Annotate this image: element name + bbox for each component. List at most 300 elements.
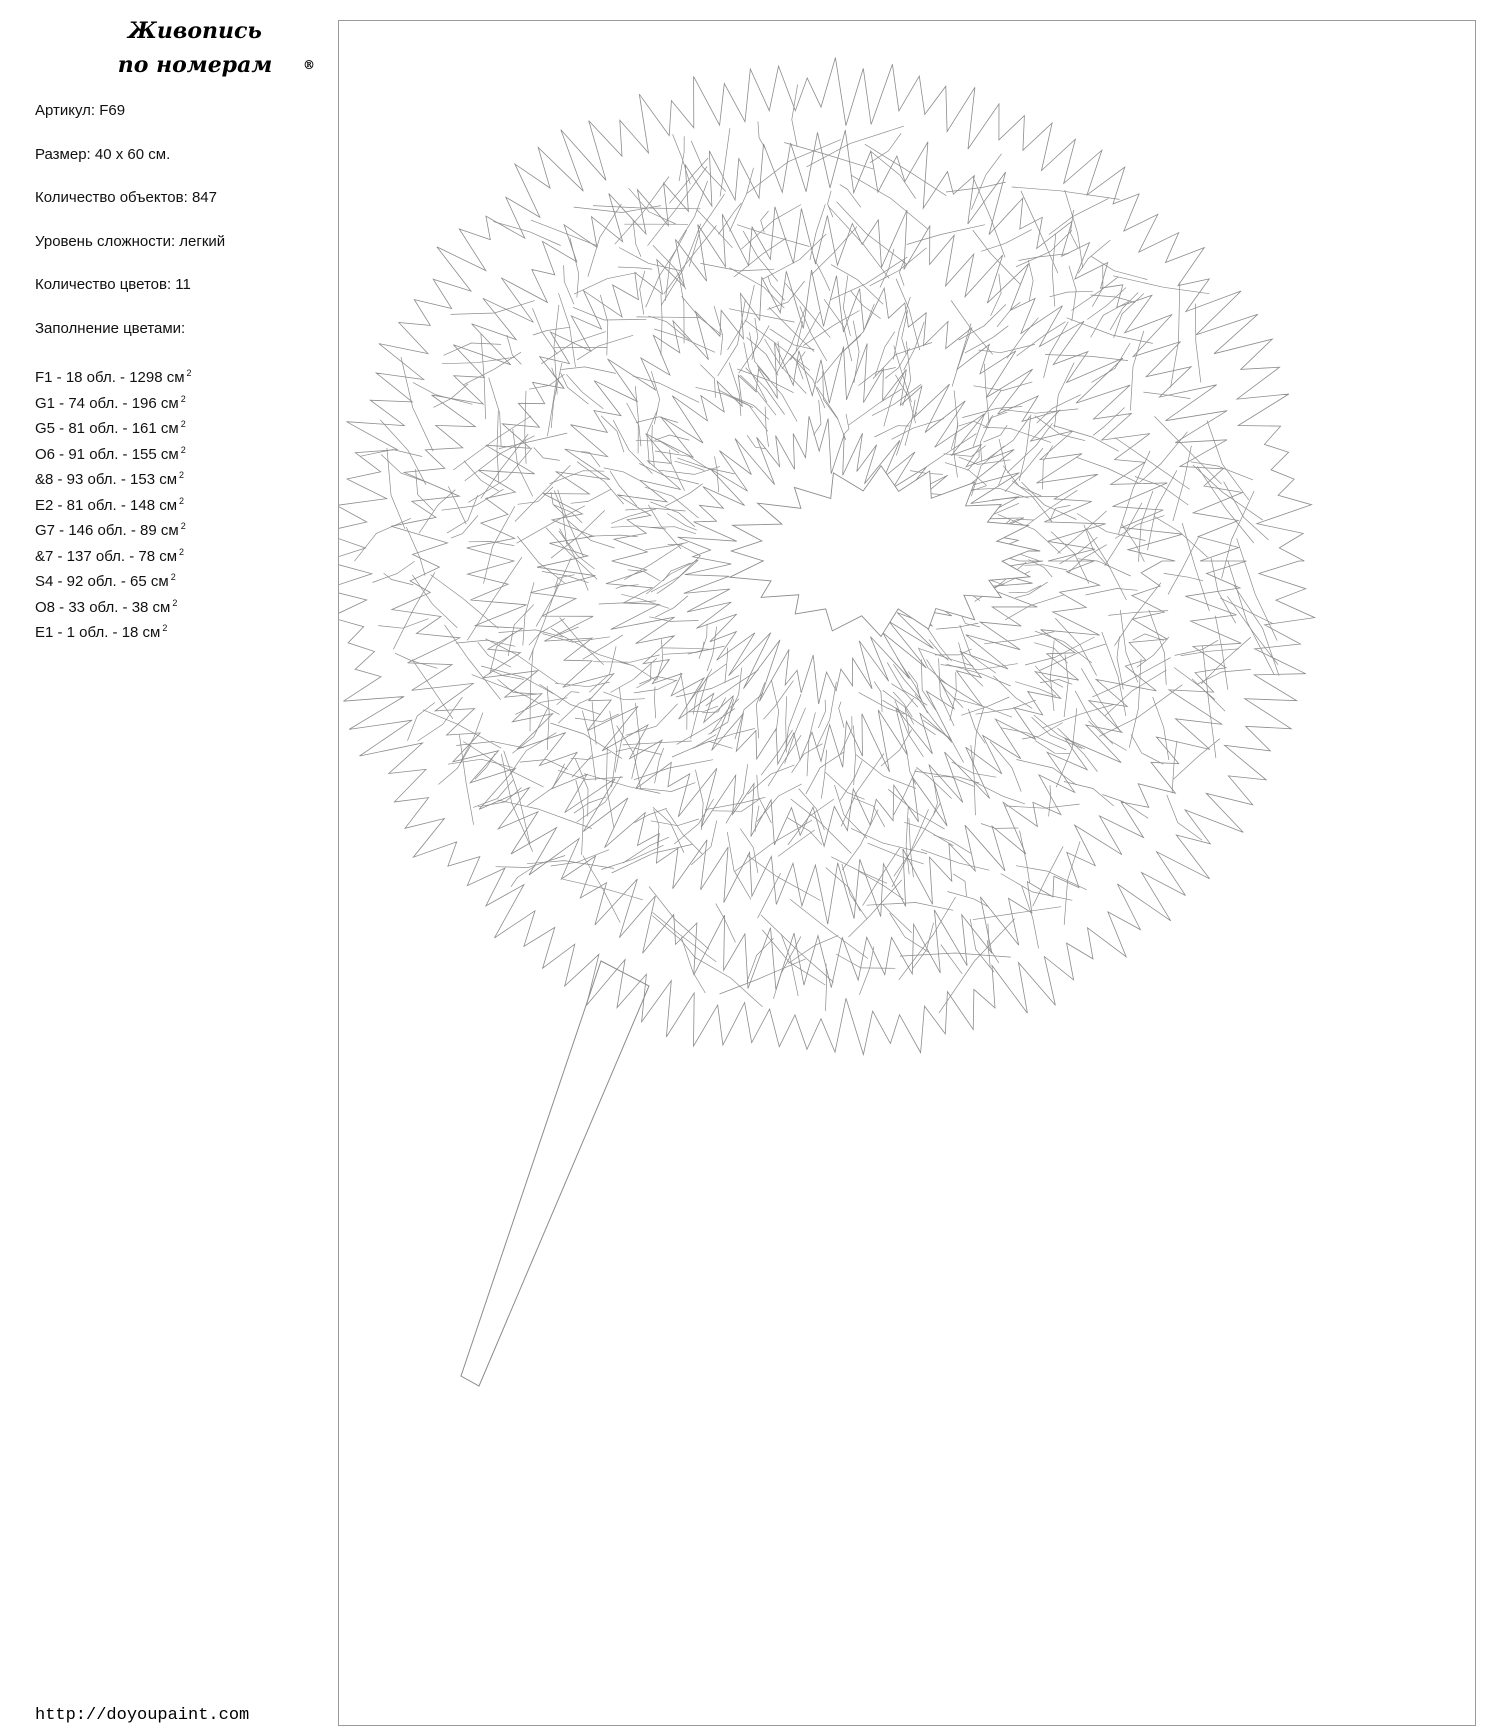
seed-fiber bbox=[632, 703, 640, 779]
seed-fiber bbox=[531, 220, 598, 246]
seed-fiber bbox=[622, 741, 691, 745]
seed-fiber bbox=[691, 820, 717, 865]
seed-fiber bbox=[984, 632, 1054, 644]
seed-fiber bbox=[1129, 659, 1141, 748]
seed-fiber bbox=[950, 672, 957, 721]
seed-fiber bbox=[566, 374, 603, 409]
seed-fiber bbox=[1153, 697, 1169, 760]
seed-fiber bbox=[652, 425, 655, 467]
seed-fiber bbox=[636, 417, 678, 423]
seed-fiber bbox=[1113, 276, 1209, 294]
seed-fiber bbox=[928, 628, 952, 661]
seed-fiber bbox=[387, 448, 405, 529]
seed-fiber bbox=[416, 469, 434, 510]
dandelion-outline-icon bbox=[339, 21, 1475, 1725]
seed-fiber bbox=[825, 772, 864, 799]
seed-fiber bbox=[695, 957, 763, 1007]
seed-fiber bbox=[891, 684, 918, 708]
seed-fiber bbox=[1130, 331, 1143, 411]
seed-fiber bbox=[1164, 573, 1203, 580]
seed-fiber bbox=[856, 755, 916, 789]
seed-fiber bbox=[517, 506, 585, 543]
seed-fiber bbox=[740, 829, 758, 873]
seed-fiber bbox=[904, 822, 953, 846]
seed-fiber bbox=[581, 452, 600, 467]
seed-fiber bbox=[530, 649, 533, 731]
seed-fiber bbox=[510, 733, 557, 775]
seed-fiber bbox=[1143, 392, 1190, 399]
seed-fiber bbox=[649, 887, 709, 950]
difficulty-level: Уровень сложности: легкий bbox=[35, 233, 226, 250]
seed-fiber bbox=[447, 495, 478, 533]
seed-fiber bbox=[559, 293, 576, 367]
color-fill-item: O8 - 33 обл. - 38 см $^2$ bbox=[35, 597, 178, 616]
seed-fiber bbox=[551, 510, 605, 558]
seed-fiber bbox=[765, 407, 769, 447]
seed-fiber bbox=[726, 764, 748, 823]
seed-fiber bbox=[1020, 831, 1030, 883]
seed-fiber bbox=[696, 387, 754, 407]
seed-fiber bbox=[1071, 277, 1118, 311]
seed-fiber bbox=[1069, 266, 1076, 321]
seed-fiber bbox=[941, 664, 1018, 670]
seed-fiber bbox=[997, 302, 1020, 327]
seed-fiber bbox=[653, 912, 717, 962]
seed-fiber bbox=[1022, 482, 1077, 519]
seed-fiber bbox=[610, 471, 637, 506]
seed-fiber bbox=[951, 390, 958, 449]
seed-fiber bbox=[662, 648, 712, 649]
seed-fiber bbox=[807, 712, 815, 776]
color-fill-list bbox=[35, 363, 192, 644]
seed-fiber bbox=[493, 222, 560, 246]
seed-fiber bbox=[921, 849, 989, 870]
color-fill-heading: Заполнение цветами: bbox=[35, 320, 186, 337]
seed-fiber bbox=[741, 205, 801, 250]
seed-fiber bbox=[939, 658, 955, 726]
seed-fiber bbox=[1064, 782, 1114, 807]
seed-fiber bbox=[782, 321, 803, 369]
seed-fiber bbox=[1059, 537, 1097, 564]
color-fill-item: S4 - 92 обл. - 65 см $^2$ bbox=[35, 572, 176, 590]
color-fill-item: G5 - 81 обл. - 161 см $^2$ bbox=[35, 419, 186, 437]
seed-fiber bbox=[1028, 260, 1033, 301]
seed-fiber bbox=[874, 682, 882, 712]
seed-fiber bbox=[765, 339, 807, 394]
seed-fiber bbox=[691, 141, 726, 192]
seed-fiber bbox=[906, 807, 909, 874]
seed-fiber bbox=[959, 304, 1007, 340]
seed-fiber bbox=[980, 415, 992, 461]
seed-fiber bbox=[1022, 886, 1039, 948]
seed-fiber bbox=[749, 332, 769, 379]
seed-fiber bbox=[669, 158, 708, 203]
seed-fiber bbox=[1091, 302, 1129, 338]
seed-fiber bbox=[633, 376, 699, 402]
seed-fiber bbox=[546, 528, 597, 580]
color-fill-item: F1 - 18 обл. - 1298 см $^2$ bbox=[35, 368, 192, 386]
seed-fiber bbox=[894, 769, 917, 815]
seed-fiber bbox=[785, 283, 830, 338]
seed-fiber bbox=[1035, 741, 1069, 754]
seed-fiber bbox=[456, 742, 524, 748]
seed-fiber bbox=[1117, 637, 1123, 690]
seed-fiber bbox=[747, 140, 841, 194]
article-number: Артикул: F69 bbox=[35, 102, 126, 119]
object-count: Количество объектов: 847 bbox=[35, 189, 217, 206]
seed-fiber bbox=[732, 396, 769, 419]
seed-fiber bbox=[588, 204, 622, 277]
seed-fiber bbox=[673, 134, 691, 184]
seed-fiber bbox=[561, 373, 589, 404]
seed-fiber bbox=[971, 154, 1001, 210]
seed-fiber bbox=[618, 267, 652, 269]
seed-fiber bbox=[472, 675, 560, 715]
seed-fiber bbox=[792, 84, 798, 146]
seed-fiber bbox=[953, 874, 966, 897]
seed-fiber bbox=[730, 168, 754, 232]
seed-fiber bbox=[1091, 256, 1147, 279]
seed-fiber bbox=[1087, 288, 1126, 320]
seed-fiber bbox=[941, 945, 962, 974]
color-fill-item: O6 - 91 обл. - 155 см $^2$ bbox=[35, 444, 186, 463]
seed-fiber bbox=[395, 653, 438, 668]
brand-logo bbox=[95, 14, 315, 82]
seed-fiber bbox=[981, 230, 1031, 252]
seed-fiber bbox=[561, 367, 616, 374]
seed-fiber bbox=[681, 673, 687, 730]
seed-fiber bbox=[1086, 589, 1138, 596]
seed-fiber bbox=[1215, 616, 1228, 690]
seed-fiber bbox=[776, 308, 806, 375]
seed-fiber bbox=[657, 639, 663, 680]
seed-fiber bbox=[786, 694, 801, 748]
flower-center bbox=[730, 466, 1040, 637]
seed-fiber bbox=[408, 703, 435, 741]
seed-fiber bbox=[1222, 491, 1255, 579]
seed-fiber bbox=[1173, 739, 1220, 780]
seed-fiber bbox=[1037, 395, 1081, 423]
seed-fiber bbox=[448, 486, 466, 524]
seed-fiber bbox=[697, 210, 733, 248]
seed-fiber bbox=[1055, 618, 1096, 675]
seed-fiber bbox=[1001, 409, 1078, 413]
seed-fiber bbox=[1091, 295, 1136, 303]
seed-fiber bbox=[1056, 708, 1077, 787]
seed-fiber bbox=[547, 380, 556, 437]
color-fill-item: G7 - 146 обл. - 89 см $^2$ bbox=[35, 521, 186, 539]
seed-fiber bbox=[968, 450, 980, 471]
seed-fiber bbox=[890, 913, 930, 952]
seed-fiber bbox=[571, 489, 612, 503]
seed-fiber bbox=[615, 177, 669, 245]
seed-fiber bbox=[584, 774, 660, 794]
seed-fiber bbox=[849, 880, 902, 937]
seed-fiber bbox=[747, 938, 774, 981]
seed-fiber bbox=[575, 714, 619, 722]
seed-fiber bbox=[1105, 503, 1142, 566]
seed-fiber bbox=[1167, 795, 1202, 840]
seed-fiber bbox=[666, 809, 703, 854]
seed-fiber bbox=[841, 754, 884, 827]
seed-fiber bbox=[651, 371, 659, 424]
seed-fiber bbox=[737, 369, 793, 393]
seed-fiber bbox=[682, 296, 722, 335]
seed-fiber bbox=[1093, 408, 1124, 436]
seed-fiber bbox=[627, 403, 641, 446]
seed-fiber bbox=[670, 450, 685, 491]
seed-fiber bbox=[905, 400, 915, 446]
color-fill-item: E1 - 1 обл. - 18 см $^2$ bbox=[35, 623, 168, 641]
seed-fiber bbox=[952, 323, 971, 386]
seed-fiber bbox=[1092, 343, 1131, 382]
seed-fiber bbox=[612, 844, 693, 873]
seed-fiber bbox=[814, 400, 821, 435]
seed-fiber bbox=[831, 257, 908, 300]
color-count: Количество цветов: 11 bbox=[35, 276, 191, 293]
seed-fiber bbox=[870, 133, 901, 163]
seed-fiber bbox=[907, 225, 985, 245]
seed-fiber bbox=[1154, 416, 1221, 484]
seed-fiber bbox=[511, 866, 535, 887]
seed-fiber bbox=[1131, 734, 1163, 764]
seed-fiber bbox=[872, 384, 921, 415]
canvas-size: Размер: 40 x 60 см. bbox=[35, 146, 171, 163]
seed-fiber bbox=[603, 692, 645, 700]
seed-fiber bbox=[600, 295, 608, 356]
seed-fiber bbox=[657, 560, 698, 593]
color-fill-item: &7 - 137 обл. - 78 см $^2$ bbox=[35, 546, 185, 565]
seed-fiber bbox=[611, 509, 656, 524]
seed-fiber bbox=[681, 937, 705, 993]
seed-fiber bbox=[1115, 438, 1190, 490]
seed-fiber bbox=[674, 799, 713, 844]
seed-fiber bbox=[758, 873, 781, 918]
seed-fiber bbox=[1149, 610, 1166, 685]
seed-fiber bbox=[695, 770, 703, 830]
seed-fiber bbox=[613, 420, 652, 474]
seed-fiber bbox=[828, 191, 833, 218]
brand-line-1: Живопись bbox=[128, 18, 262, 44]
seed-fiber bbox=[718, 390, 768, 432]
seed-fiber bbox=[655, 435, 690, 440]
seed-fiber bbox=[451, 515, 478, 538]
seed-fiber bbox=[490, 633, 513, 674]
seed-fiber bbox=[1015, 682, 1056, 697]
seed-fiber bbox=[655, 596, 688, 617]
color-fill-item: &8 - 93 обл. - 153 см $^2$ bbox=[35, 470, 185, 488]
brand-line-2: по номерам bbox=[117, 52, 273, 78]
seed-fiber bbox=[419, 490, 455, 534]
seed-fiber bbox=[1075, 691, 1113, 745]
seed-fiber bbox=[1017, 760, 1077, 786]
seed-fiber bbox=[839, 702, 844, 728]
seed-fiber bbox=[384, 573, 414, 585]
seed-fiber bbox=[843, 414, 849, 436]
seed-fiber bbox=[468, 448, 532, 503]
seed-fiber bbox=[729, 668, 742, 717]
seed-fiber bbox=[661, 224, 701, 305]
seed-fiber bbox=[1007, 318, 1038, 359]
seed-fiber bbox=[625, 508, 685, 511]
seed-fiber bbox=[401, 357, 433, 451]
seed-fiber bbox=[469, 542, 514, 546]
seed-fiber bbox=[752, 318, 758, 360]
seed-fiber bbox=[1009, 586, 1041, 593]
seed-fiber bbox=[413, 383, 472, 405]
seed-fiber bbox=[936, 623, 978, 629]
seed-fiber bbox=[896, 412, 917, 455]
seed-fiber bbox=[1203, 646, 1216, 758]
seed-fiber bbox=[1045, 355, 1128, 361]
seed-fiber bbox=[1049, 198, 1109, 234]
seed-fiber bbox=[555, 682, 610, 687]
seed-fiber bbox=[1102, 795, 1148, 819]
seed-fiber bbox=[1172, 741, 1177, 793]
seed-fiber bbox=[1022, 723, 1063, 740]
website-link[interactable]: http://doyoupaint.com bbox=[35, 1706, 250, 1725]
seed-fiber bbox=[756, 683, 765, 739]
seed-fiber bbox=[444, 343, 502, 355]
seed-fiber bbox=[807, 126, 904, 167]
seed-fiber bbox=[456, 640, 516, 646]
seed-fiber bbox=[560, 618, 604, 665]
seed-fiber bbox=[1077, 514, 1145, 541]
seed-fiber bbox=[792, 744, 823, 773]
seed-fiber bbox=[1237, 538, 1278, 640]
seed-fiber bbox=[729, 363, 741, 416]
seed-fiber bbox=[423, 710, 501, 748]
seed-fiber bbox=[892, 419, 944, 440]
seed-fiber bbox=[974, 382, 1033, 391]
seed-fiber bbox=[912, 923, 933, 969]
seed-fiber bbox=[895, 700, 924, 757]
seed-fiber bbox=[701, 263, 775, 271]
seed-fiber bbox=[651, 556, 701, 593]
seed-fiber bbox=[971, 780, 1025, 804]
seed-fiber bbox=[378, 619, 428, 629]
seed-fiber bbox=[499, 433, 567, 449]
seed-fiber bbox=[628, 570, 661, 581]
seed-fiber bbox=[633, 220, 641, 257]
seed-fiber bbox=[1053, 426, 1118, 452]
seed-fiber bbox=[720, 128, 730, 196]
seed-fiber bbox=[875, 332, 895, 376]
seed-fiber bbox=[1028, 560, 1052, 578]
seed-fiber bbox=[1207, 420, 1249, 500]
seed-fiber bbox=[679, 136, 684, 181]
seed-fiber bbox=[915, 694, 952, 742]
seed-fiber bbox=[734, 238, 787, 277]
seed-fiber bbox=[655, 687, 656, 719]
seed-fiber bbox=[1050, 291, 1093, 297]
seed-fiber bbox=[1065, 190, 1083, 268]
seed-fiber bbox=[973, 907, 1061, 920]
seed-fiber bbox=[583, 856, 620, 923]
seed-fiber bbox=[1173, 446, 1192, 521]
seed-fiber bbox=[637, 317, 701, 318]
seed-fiber bbox=[459, 735, 473, 825]
seed-fiber bbox=[667, 514, 697, 531]
seed-fiber bbox=[761, 211, 769, 233]
seed-fiber bbox=[1139, 491, 1154, 562]
seed-fiber bbox=[672, 735, 716, 757]
seed-fiber bbox=[835, 785, 868, 838]
seed-fiber bbox=[1049, 785, 1051, 816]
seed-fiber bbox=[527, 764, 564, 806]
seed-fiber bbox=[791, 799, 852, 854]
seed-fiber bbox=[767, 281, 804, 310]
seed-fiber bbox=[464, 352, 522, 385]
seed-fiber bbox=[813, 257, 830, 291]
seed-fiber bbox=[517, 536, 564, 583]
spec-sidebar bbox=[0, 0, 330, 1736]
seed-fiber bbox=[747, 855, 821, 901]
seed-fiber bbox=[1054, 363, 1074, 428]
seed-fiber bbox=[1197, 466, 1254, 543]
seed-fiber bbox=[577, 462, 624, 504]
seed-fiber bbox=[700, 365, 715, 398]
seed-fiber bbox=[372, 561, 414, 582]
seed-fiber bbox=[412, 575, 457, 628]
seed-fiber bbox=[1228, 560, 1275, 674]
seed-fiber bbox=[655, 451, 709, 469]
seed-fiber bbox=[899, 260, 904, 286]
seed-fiber bbox=[646, 560, 698, 594]
seed-fiber bbox=[870, 248, 927, 286]
seed-fiber bbox=[610, 711, 617, 787]
seed-fiber bbox=[747, 435, 766, 449]
seed-fiber bbox=[461, 713, 483, 762]
seed-fiber bbox=[1064, 654, 1068, 717]
seed-fiber bbox=[973, 230, 1021, 285]
seed-fiber bbox=[758, 121, 766, 149]
seed-fiber bbox=[573, 307, 646, 320]
seed-fiber bbox=[840, 761, 862, 801]
seed-fiber bbox=[564, 265, 574, 304]
seed-fiber bbox=[1067, 318, 1153, 344]
seed-fiber bbox=[923, 720, 963, 762]
seed-fiber bbox=[624, 544, 683, 580]
seed-fiber bbox=[1196, 304, 1201, 383]
seed-fiber bbox=[601, 845, 663, 869]
seed-fiber bbox=[1171, 282, 1180, 387]
seed-fiber bbox=[748, 765, 795, 794]
seed-fiber bbox=[361, 450, 423, 457]
seed-fiber bbox=[534, 448, 560, 461]
stem bbox=[461, 961, 649, 1386]
seed-fiber bbox=[661, 294, 662, 355]
seed-fiber bbox=[883, 904, 912, 932]
seed-fiber bbox=[663, 646, 724, 654]
seed-fiber bbox=[650, 502, 695, 527]
seed-fiber bbox=[817, 335, 861, 383]
seed-fiber bbox=[729, 309, 795, 322]
seed-fiber bbox=[1012, 481, 1052, 522]
seed-fiber bbox=[945, 463, 986, 485]
seed-fiber bbox=[826, 964, 827, 1011]
seed-fiber bbox=[1081, 668, 1120, 731]
seed-fiber bbox=[1043, 446, 1053, 490]
seed-fiber bbox=[896, 279, 920, 350]
seed-fiber bbox=[689, 194, 724, 267]
seed-fiber bbox=[699, 624, 707, 659]
seed-fiber bbox=[716, 904, 736, 943]
seed-fiber bbox=[818, 700, 825, 728]
seed-fiber bbox=[1001, 728, 1067, 750]
seed-fiber bbox=[893, 664, 922, 700]
seed-fiber bbox=[799, 789, 825, 830]
